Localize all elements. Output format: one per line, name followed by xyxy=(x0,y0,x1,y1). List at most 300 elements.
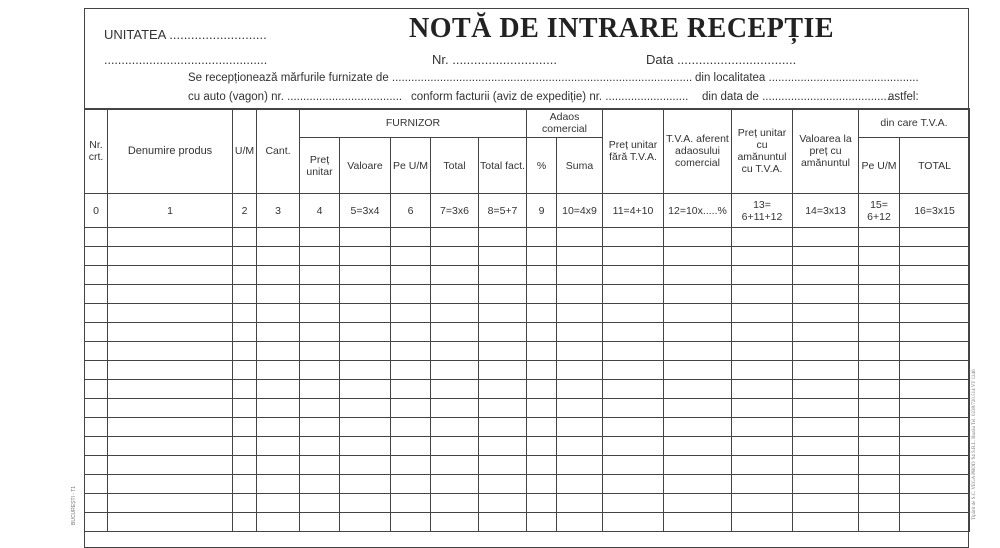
table-cell[interactable] xyxy=(300,418,340,437)
table-cell[interactable] xyxy=(603,456,664,475)
table-cell[interactable] xyxy=(431,228,479,247)
table-cell[interactable] xyxy=(479,266,527,285)
table-cell[interactable] xyxy=(108,304,233,323)
table-cell[interactable] xyxy=(557,399,603,418)
table-cell[interactable] xyxy=(900,228,970,247)
table-cell[interactable] xyxy=(85,437,108,456)
table-cell[interactable] xyxy=(664,437,732,456)
table-cell[interactable] xyxy=(793,456,859,475)
table-cell[interactable] xyxy=(479,513,527,532)
table-cell[interactable] xyxy=(603,285,664,304)
table-cell[interactable] xyxy=(233,456,257,475)
table-cell[interactable] xyxy=(793,399,859,418)
table-cell[interactable] xyxy=(340,456,391,475)
table-cell[interactable] xyxy=(859,475,900,494)
table-cell[interactable] xyxy=(431,361,479,380)
table-cell[interactable] xyxy=(233,266,257,285)
table-cell[interactable] xyxy=(257,513,300,532)
column-number-row xyxy=(85,194,970,228)
table-row xyxy=(85,323,970,342)
table-cell[interactable] xyxy=(859,342,900,361)
table-cell[interactable] xyxy=(664,475,732,494)
table-cell[interactable] xyxy=(664,228,732,247)
table-cell[interactable] xyxy=(859,266,900,285)
table-cell[interactable] xyxy=(340,513,391,532)
table-cell[interactable] xyxy=(233,228,257,247)
table-cell[interactable] xyxy=(85,513,108,532)
invoice-number-field[interactable]: conform facturii (aviz de expediție) nr. .......................... xyxy=(411,91,689,103)
table-cell[interactable] xyxy=(793,437,859,456)
table-cell[interactable] xyxy=(233,437,257,456)
table-cell[interactable] xyxy=(732,247,793,266)
table-cell[interactable] xyxy=(527,456,557,475)
table-cell[interactable] xyxy=(431,513,479,532)
table-cell[interactable] xyxy=(233,247,257,266)
table-cell[interactable] xyxy=(859,285,900,304)
table-cell[interactable] xyxy=(85,247,108,266)
table-cell[interactable] xyxy=(732,266,793,285)
table-cell[interactable] xyxy=(340,380,391,399)
table-cell[interactable] xyxy=(431,399,479,418)
table-cell[interactable] xyxy=(557,228,603,247)
table-cell[interactable] xyxy=(527,266,557,285)
table-cell[interactable] xyxy=(603,304,664,323)
table-cell[interactable] xyxy=(300,266,340,285)
table-cell[interactable] xyxy=(257,228,300,247)
table-cell[interactable] xyxy=(391,513,431,532)
table-cell[interactable] xyxy=(793,323,859,342)
table-cell[interactable] xyxy=(233,418,257,437)
table-cell[interactable] xyxy=(257,456,300,475)
table-cell[interactable] xyxy=(257,361,300,380)
table-cell[interactable] xyxy=(900,418,970,437)
table-cell[interactable] xyxy=(257,304,300,323)
table-cell[interactable] xyxy=(391,475,431,494)
header-nr-crt: Nr. crt. xyxy=(85,109,108,194)
table-cell[interactable] xyxy=(108,228,233,247)
table-cell[interactable] xyxy=(108,323,233,342)
table-cell[interactable] xyxy=(732,285,793,304)
table-cell[interactable] xyxy=(233,361,257,380)
table-cell[interactable] xyxy=(664,285,732,304)
table-cell[interactable] xyxy=(300,228,340,247)
table-cell[interactable] xyxy=(479,228,527,247)
table-cell[interactable] xyxy=(900,247,970,266)
table-cell[interactable] xyxy=(859,399,900,418)
invoice-date-field[interactable]: din data de ......................................... xyxy=(702,91,894,103)
table-cell[interactable] xyxy=(391,228,431,247)
table-cell[interactable] xyxy=(391,399,431,418)
table-cell[interactable] xyxy=(527,437,557,456)
table-cell[interactable] xyxy=(479,304,527,323)
printer-note-right: Tipărit de S.C. VEGA PROD '94 S.R.L. Buzău Tel. 0238/720.514 VT 1246 xyxy=(972,369,977,520)
table-cell[interactable] xyxy=(431,323,479,342)
table-cell[interactable] xyxy=(527,475,557,494)
table-cell[interactable] xyxy=(557,285,603,304)
table-cell[interactable] xyxy=(257,475,300,494)
table-cell[interactable] xyxy=(233,399,257,418)
table-cell[interactable] xyxy=(603,228,664,247)
table-cell[interactable] xyxy=(479,247,527,266)
table-cell[interactable] xyxy=(340,304,391,323)
table-cell[interactable] xyxy=(340,361,391,380)
table-cell[interactable] xyxy=(527,399,557,418)
table-cell[interactable] xyxy=(793,266,859,285)
table-cell[interactable] xyxy=(527,494,557,513)
table-cell[interactable] xyxy=(527,285,557,304)
table-cell[interactable] xyxy=(793,494,859,513)
table-cell[interactable] xyxy=(257,494,300,513)
table-cell[interactable] xyxy=(603,475,664,494)
table-cell[interactable] xyxy=(664,342,732,361)
table-cell[interactable] xyxy=(664,323,732,342)
table-cell[interactable] xyxy=(300,456,340,475)
table-cell[interactable] xyxy=(557,456,603,475)
table-cell[interactable] xyxy=(900,361,970,380)
table-cell[interactable] xyxy=(340,228,391,247)
table-cell[interactable] xyxy=(300,247,340,266)
table-cell[interactable] xyxy=(900,285,970,304)
table-cell[interactable] xyxy=(85,418,108,437)
table-cell[interactable] xyxy=(732,380,793,399)
table-cell[interactable] xyxy=(257,380,300,399)
table-cell[interactable] xyxy=(603,494,664,513)
table-cell[interactable] xyxy=(793,418,859,437)
table-cell[interactable] xyxy=(527,228,557,247)
table-cell[interactable] xyxy=(391,304,431,323)
table-cell[interactable] xyxy=(732,475,793,494)
table-cell[interactable] xyxy=(257,247,300,266)
table-cell[interactable] xyxy=(664,247,732,266)
table-cell[interactable] xyxy=(233,323,257,342)
table-cell[interactable] xyxy=(557,342,603,361)
table-row xyxy=(85,494,970,513)
table-cell[interactable] xyxy=(479,380,527,399)
table-cell[interactable] xyxy=(391,380,431,399)
table-cell[interactable] xyxy=(664,456,732,475)
table-cell[interactable] xyxy=(732,494,793,513)
table-row xyxy=(85,247,970,266)
table-cell[interactable] xyxy=(664,513,732,532)
table-cell[interactable] xyxy=(479,361,527,380)
table-cell[interactable] xyxy=(732,361,793,380)
table-cell[interactable] xyxy=(557,380,603,399)
table-cell[interactable] xyxy=(793,342,859,361)
table-cell[interactable] xyxy=(479,494,527,513)
table-cell[interactable] xyxy=(557,304,603,323)
table-row xyxy=(85,228,970,247)
table-cell[interactable] xyxy=(300,285,340,304)
table-cell[interactable] xyxy=(85,399,108,418)
table-cell[interactable] xyxy=(431,304,479,323)
supplier-field[interactable]: Se recepționează mărfurile furnizate de .............................................................................................. xyxy=(188,72,693,84)
table-cell[interactable] xyxy=(527,380,557,399)
table-cell[interactable] xyxy=(85,361,108,380)
table-cell[interactable] xyxy=(431,418,479,437)
table-cell[interactable] xyxy=(85,323,108,342)
table-cell[interactable] xyxy=(233,304,257,323)
table-row xyxy=(85,266,970,285)
table-cell[interactable] xyxy=(431,247,479,266)
table-cell[interactable] xyxy=(391,361,431,380)
table-cell[interactable] xyxy=(557,513,603,532)
table-cell[interactable] xyxy=(340,285,391,304)
table-cell[interactable] xyxy=(257,266,300,285)
number-field[interactable]: Nr. ............................. xyxy=(432,52,557,67)
table-cell[interactable] xyxy=(300,513,340,532)
table-cell[interactable] xyxy=(603,361,664,380)
table-cell[interactable] xyxy=(108,437,233,456)
table-cell[interactable] xyxy=(300,494,340,513)
table-cell[interactable] xyxy=(793,475,859,494)
table-cell[interactable] xyxy=(108,456,233,475)
table-cell[interactable] xyxy=(108,418,233,437)
table-cell[interactable] xyxy=(900,399,970,418)
table-cell[interactable] xyxy=(431,285,479,304)
table-cell[interactable] xyxy=(793,380,859,399)
table-cell[interactable] xyxy=(859,228,900,247)
table-cell[interactable] xyxy=(527,247,557,266)
table-cell[interactable] xyxy=(85,380,108,399)
table-cell[interactable] xyxy=(664,361,732,380)
table-cell[interactable] xyxy=(732,418,793,437)
table-cell[interactable] xyxy=(108,399,233,418)
table-cell[interactable] xyxy=(257,418,300,437)
table-cell[interactable] xyxy=(479,285,527,304)
column-number-cell: 4 xyxy=(300,194,340,228)
table-cell[interactable] xyxy=(340,494,391,513)
table-cell[interactable] xyxy=(431,437,479,456)
table-cell[interactable] xyxy=(859,247,900,266)
table-cell[interactable] xyxy=(527,513,557,532)
table-cell[interactable] xyxy=(859,418,900,437)
table-cell[interactable] xyxy=(793,247,859,266)
table-cell[interactable] xyxy=(603,513,664,532)
header-pret-amanunt: Preț unitar cu amănuntul cu T.V.A. xyxy=(732,109,793,194)
table-cell[interactable] xyxy=(793,228,859,247)
table-cell[interactable] xyxy=(233,475,257,494)
table-row xyxy=(85,361,970,380)
table-cell[interactable] xyxy=(557,418,603,437)
table-cell[interactable] xyxy=(859,361,900,380)
table-cell[interactable] xyxy=(479,456,527,475)
table-cell[interactable] xyxy=(85,456,108,475)
table-cell[interactable] xyxy=(233,494,257,513)
table-cell[interactable] xyxy=(431,266,479,285)
table-cell[interactable] xyxy=(85,304,108,323)
table-cell[interactable] xyxy=(859,304,900,323)
table-cell[interactable] xyxy=(479,323,527,342)
table-cell[interactable] xyxy=(431,380,479,399)
table-cell[interactable] xyxy=(664,380,732,399)
table-cell[interactable] xyxy=(603,342,664,361)
table-cell[interactable] xyxy=(900,513,970,532)
table-cell[interactable] xyxy=(431,494,479,513)
table-cell[interactable] xyxy=(108,361,233,380)
table-cell[interactable] xyxy=(108,285,233,304)
table-cell[interactable] xyxy=(557,323,603,342)
table-cell[interactable] xyxy=(85,285,108,304)
table-cell[interactable] xyxy=(664,266,732,285)
table-cell[interactable] xyxy=(900,456,970,475)
table-row xyxy=(85,285,970,304)
unit-field[interactable]: UNITATEA ........................... xyxy=(104,27,267,42)
locality-field[interactable]: din localitatea ............................................... xyxy=(695,72,919,84)
table-cell[interactable] xyxy=(85,342,108,361)
table-cell[interactable] xyxy=(340,342,391,361)
table-cell[interactable] xyxy=(527,304,557,323)
table-cell[interactable] xyxy=(340,247,391,266)
table-cell[interactable] xyxy=(664,494,732,513)
table-cell[interactable] xyxy=(391,494,431,513)
date-field[interactable]: Data ................................. xyxy=(646,52,797,67)
table-cell[interactable] xyxy=(257,437,300,456)
table-cell[interactable] xyxy=(859,456,900,475)
table-cell[interactable] xyxy=(859,380,900,399)
table-cell[interactable] xyxy=(233,513,257,532)
table-cell[interactable] xyxy=(300,399,340,418)
table-cell[interactable] xyxy=(233,380,257,399)
table-cell[interactable] xyxy=(793,361,859,380)
table-row xyxy=(85,418,970,437)
table-cell[interactable] xyxy=(340,475,391,494)
table-cell[interactable] xyxy=(391,456,431,475)
table-cell[interactable] xyxy=(900,437,970,456)
table-cell[interactable] xyxy=(300,475,340,494)
table-cell[interactable] xyxy=(479,418,527,437)
table-cell[interactable] xyxy=(300,380,340,399)
table-cell[interactable] xyxy=(300,437,340,456)
table-cell[interactable] xyxy=(859,437,900,456)
table-cell[interactable] xyxy=(557,266,603,285)
table-cell[interactable] xyxy=(233,342,257,361)
table-cell[interactable] xyxy=(900,304,970,323)
table-cell[interactable] xyxy=(340,323,391,342)
table-cell[interactable] xyxy=(479,399,527,418)
table-cell[interactable] xyxy=(732,304,793,323)
table-cell[interactable] xyxy=(527,418,557,437)
table-cell[interactable] xyxy=(300,361,340,380)
table-cell[interactable] xyxy=(479,342,527,361)
table-cell[interactable] xyxy=(603,399,664,418)
table-cell[interactable] xyxy=(85,228,108,247)
table-cell[interactable] xyxy=(108,513,233,532)
table-cell[interactable] xyxy=(732,342,793,361)
table-cell[interactable] xyxy=(557,247,603,266)
table-cell[interactable] xyxy=(391,323,431,342)
table-cell[interactable] xyxy=(340,418,391,437)
table-cell[interactable] xyxy=(603,266,664,285)
table-cell[interactable] xyxy=(664,304,732,323)
table-cell[interactable] xyxy=(108,380,233,399)
table-row xyxy=(85,513,970,532)
table-cell[interactable] xyxy=(85,494,108,513)
table-cell[interactable] xyxy=(391,285,431,304)
table-cell[interactable] xyxy=(900,323,970,342)
table-cell[interactable] xyxy=(431,342,479,361)
table-cell[interactable] xyxy=(300,304,340,323)
unit-field-line2[interactable]: ............................................... xyxy=(104,53,268,67)
table-cell[interactable] xyxy=(732,399,793,418)
table-cell[interactable] xyxy=(603,437,664,456)
table-cell[interactable] xyxy=(85,475,108,494)
table-cell[interactable] xyxy=(431,456,479,475)
table-cell[interactable] xyxy=(391,247,431,266)
table-cell[interactable] xyxy=(479,437,527,456)
table-cell[interactable] xyxy=(527,361,557,380)
table-cell[interactable] xyxy=(431,475,479,494)
table-cell[interactable] xyxy=(557,437,603,456)
table-cell[interactable] xyxy=(479,475,527,494)
table-cell[interactable] xyxy=(664,418,732,437)
table-cell[interactable] xyxy=(557,475,603,494)
table-cell[interactable] xyxy=(391,266,431,285)
table-cell[interactable] xyxy=(391,437,431,456)
table-cell[interactable] xyxy=(340,399,391,418)
table-cell[interactable] xyxy=(732,228,793,247)
table-cell[interactable] xyxy=(557,494,603,513)
table-cell[interactable] xyxy=(300,323,340,342)
table-cell[interactable] xyxy=(527,342,557,361)
table-row xyxy=(85,342,970,361)
table-cell[interactable] xyxy=(603,247,664,266)
table-cell[interactable] xyxy=(603,380,664,399)
table-cell[interactable] xyxy=(108,475,233,494)
table-cell[interactable] xyxy=(793,285,859,304)
table-cell[interactable] xyxy=(732,323,793,342)
table-cell[interactable] xyxy=(108,494,233,513)
table-cell[interactable] xyxy=(527,323,557,342)
table-cell[interactable] xyxy=(85,266,108,285)
header-tva-adaos: T.V.A. aferent adaosului comercial xyxy=(664,109,732,194)
astfel-label: astfel: xyxy=(888,91,919,103)
table-cell[interactable] xyxy=(793,513,859,532)
table-cell[interactable] xyxy=(859,513,900,532)
table-cell[interactable] xyxy=(257,399,300,418)
table-cell[interactable] xyxy=(603,323,664,342)
table-cell[interactable] xyxy=(859,323,900,342)
header-suma: Suma xyxy=(557,138,603,194)
table-cell[interactable] xyxy=(732,437,793,456)
table-cell[interactable] xyxy=(859,494,900,513)
table-cell[interactable] xyxy=(900,380,970,399)
table-cell[interactable] xyxy=(793,304,859,323)
table-cell[interactable] xyxy=(300,342,340,361)
vehicle-number-field[interactable]: cu auto (vagon) nr. .................................... xyxy=(188,91,403,103)
table-cell[interactable] xyxy=(391,418,431,437)
table-cell[interactable] xyxy=(108,266,233,285)
table-cell[interactable] xyxy=(340,437,391,456)
table-cell[interactable] xyxy=(603,418,664,437)
table-cell[interactable] xyxy=(664,399,732,418)
table-cell[interactable] xyxy=(900,475,970,494)
table-cell[interactable] xyxy=(732,456,793,475)
table-cell[interactable] xyxy=(108,342,233,361)
table-cell[interactable] xyxy=(340,266,391,285)
table-cell[interactable] xyxy=(257,342,300,361)
table-cell[interactable] xyxy=(900,342,970,361)
table-cell[interactable] xyxy=(557,361,603,380)
table-cell[interactable] xyxy=(257,323,300,342)
table-cell[interactable] xyxy=(108,247,233,266)
table-cell[interactable] xyxy=(732,513,793,532)
table-cell[interactable] xyxy=(900,266,970,285)
header-total-fact: Total fact. xyxy=(479,138,527,194)
table-cell[interactable] xyxy=(391,342,431,361)
table-cell[interactable] xyxy=(233,285,257,304)
table-cell[interactable] xyxy=(257,285,300,304)
table-cell[interactable] xyxy=(900,494,970,513)
